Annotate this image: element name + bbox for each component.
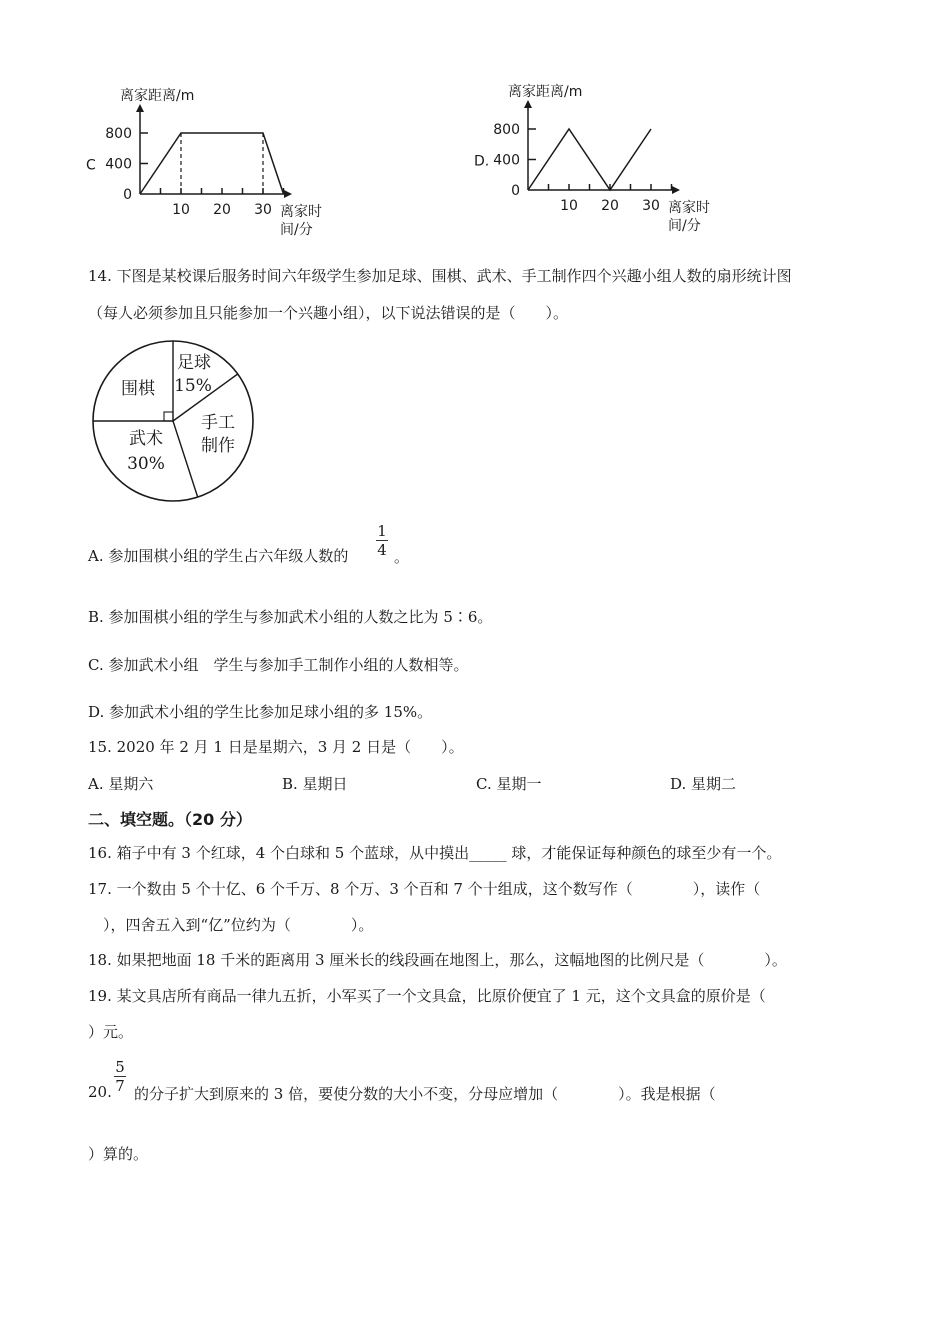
chart-option-c <box>82 82 352 247</box>
q20-line1: 的分子扩大到原来的 3 倍，要使分数的大小不变，分母应增加（ ）。我是根据（ <box>134 1085 716 1103</box>
pie-pct-wushu: 30% <box>127 454 165 474</box>
x-tick-label: 30 <box>254 202 272 218</box>
chart-c-svg <box>82 82 352 247</box>
pie-label-shougong-1: 手工 <box>201 413 235 433</box>
q20-fraction <box>114 1058 126 1095</box>
q15-stem: 15. 2020 年 2 月 1 日是星期六，3 月 2 日是（ ）。 <box>88 738 464 756</box>
x-axis-arrow <box>284 190 292 198</box>
pie-pct-zuqiu: 15% <box>174 376 212 396</box>
pie-svg <box>88 336 258 506</box>
chart-xlabel-line1: 离家时 <box>668 200 710 216</box>
y-tick-label: 0 <box>511 183 520 199</box>
q20-fraction-numerator: 5 <box>115 1058 125 1076</box>
q19-line2: ）元。 <box>88 1023 134 1041</box>
y-axis-arrow <box>136 104 144 112</box>
x-tick-label: 20 <box>601 198 619 214</box>
q15-option-b: B. 星期日 <box>282 775 348 793</box>
series-line <box>140 133 284 194</box>
pie-chart <box>88 336 258 506</box>
chart-ylabel: 离家距离/m <box>120 88 195 104</box>
q15-option-a: A. 星期六 <box>88 775 154 793</box>
x-tick-label: 10 <box>172 202 190 218</box>
q14-stem-line1: 14. 下图是某校课后服务时间六年级学生参加足球、围棋、武术、手工制作四个兴趣小组人数的扇形统计图 <box>88 267 792 285</box>
x-tick-label: 20 <box>213 202 231 218</box>
x-tick-label: 10 <box>560 198 578 214</box>
series-line <box>528 129 651 190</box>
x-axis-arrow <box>672 186 680 194</box>
q15-option-c: C. 星期一 <box>476 775 542 793</box>
q17-line2: ），四舍五入到“亿”位约为（ ）。 <box>88 916 374 934</box>
q17-line1: 17. 一个数由 5 个十亿、6 个千万、8 个万、3 个百和 7 个十组成，这个数写作（ ），读作（ <box>88 880 761 898</box>
q15-option-d: D. 星期二 <box>670 775 737 793</box>
q20-fraction-denominator: 7 <box>115 1077 125 1095</box>
q14-option-c: C. 参加武术小组 学生与参加手工制作小组的人数相等。 <box>88 656 469 674</box>
section-heading-fill-in: 二、填空题。（20 分） <box>88 810 252 829</box>
y-axis-arrow <box>524 100 532 108</box>
fraction-numerator: 1 <box>377 522 387 540</box>
q14-option-a <box>88 546 348 566</box>
fraction-denominator: 4 <box>377 541 387 559</box>
q14-option-b: B. 参加围棋小组的学生与参加武术小组的人数之比为 5∶6。 <box>88 608 493 626</box>
chart-xlabel-line2: 间/分 <box>668 218 701 234</box>
q14-option-d: D. 参加武术小组的学生比参加足球小组的多 15%。 <box>88 703 433 721</box>
y-tick-label: 400 <box>105 156 132 173</box>
y-tick-label: 800 <box>105 126 132 142</box>
q20-number: 20. <box>88 1083 112 1101</box>
q16: 16. 箱子中有 3 个红球，4 个白球和 5 个蓝球，从中摸出_____ 球，才能保证每种颜色的球至少有一个。 <box>88 844 782 862</box>
q20-line2: ）算的。 <box>88 1145 149 1163</box>
x-tick-label: 30 <box>642 198 660 214</box>
chart-ylabel: 离家距离/m <box>508 84 583 100</box>
chart-d-svg <box>470 78 740 243</box>
pie-label-wushu: 武术 <box>129 429 163 449</box>
q14-option-a-end: 。 <box>394 548 410 566</box>
y-tick-label: 400 <box>493 152 520 169</box>
chart-option-label: D. <box>474 153 490 170</box>
y-tick-label: 800 <box>493 122 520 138</box>
q14-option-a-text: A. 参加围棋小组的学生占六年级人数的 <box>88 547 349 565</box>
pie-label-shougong-2: 制作 <box>201 436 235 456</box>
chart-option-label: C <box>86 157 96 174</box>
chart-option-d <box>470 78 740 243</box>
q18: 18. 如果把地面 18 千米的距离用 3 厘米长的线段画在地图上，那么，这幅地图的比例尺是（ ）。 <box>88 951 787 969</box>
pie-label-zuqiu: 足球 <box>177 353 211 373</box>
q14-stem-line2: （每人必须参加且只能参加一个兴趣小组），以下说法错误的是（ ）。 <box>88 304 569 322</box>
y-tick-label: 0 <box>123 187 132 203</box>
chart-xlabel-line1: 离家时 <box>280 204 322 220</box>
pie-label-weiqi: 围棋 <box>121 379 155 399</box>
chart-xlabel-line2: 间/分 <box>280 222 313 238</box>
q14-option-a-fraction <box>376 522 388 559</box>
q19-line1: 19. 某文具店所有商品一律九五折，小军买了一个文具盒，比原价便宜了 1 元，这个文具盒的原价是（ <box>88 987 766 1005</box>
